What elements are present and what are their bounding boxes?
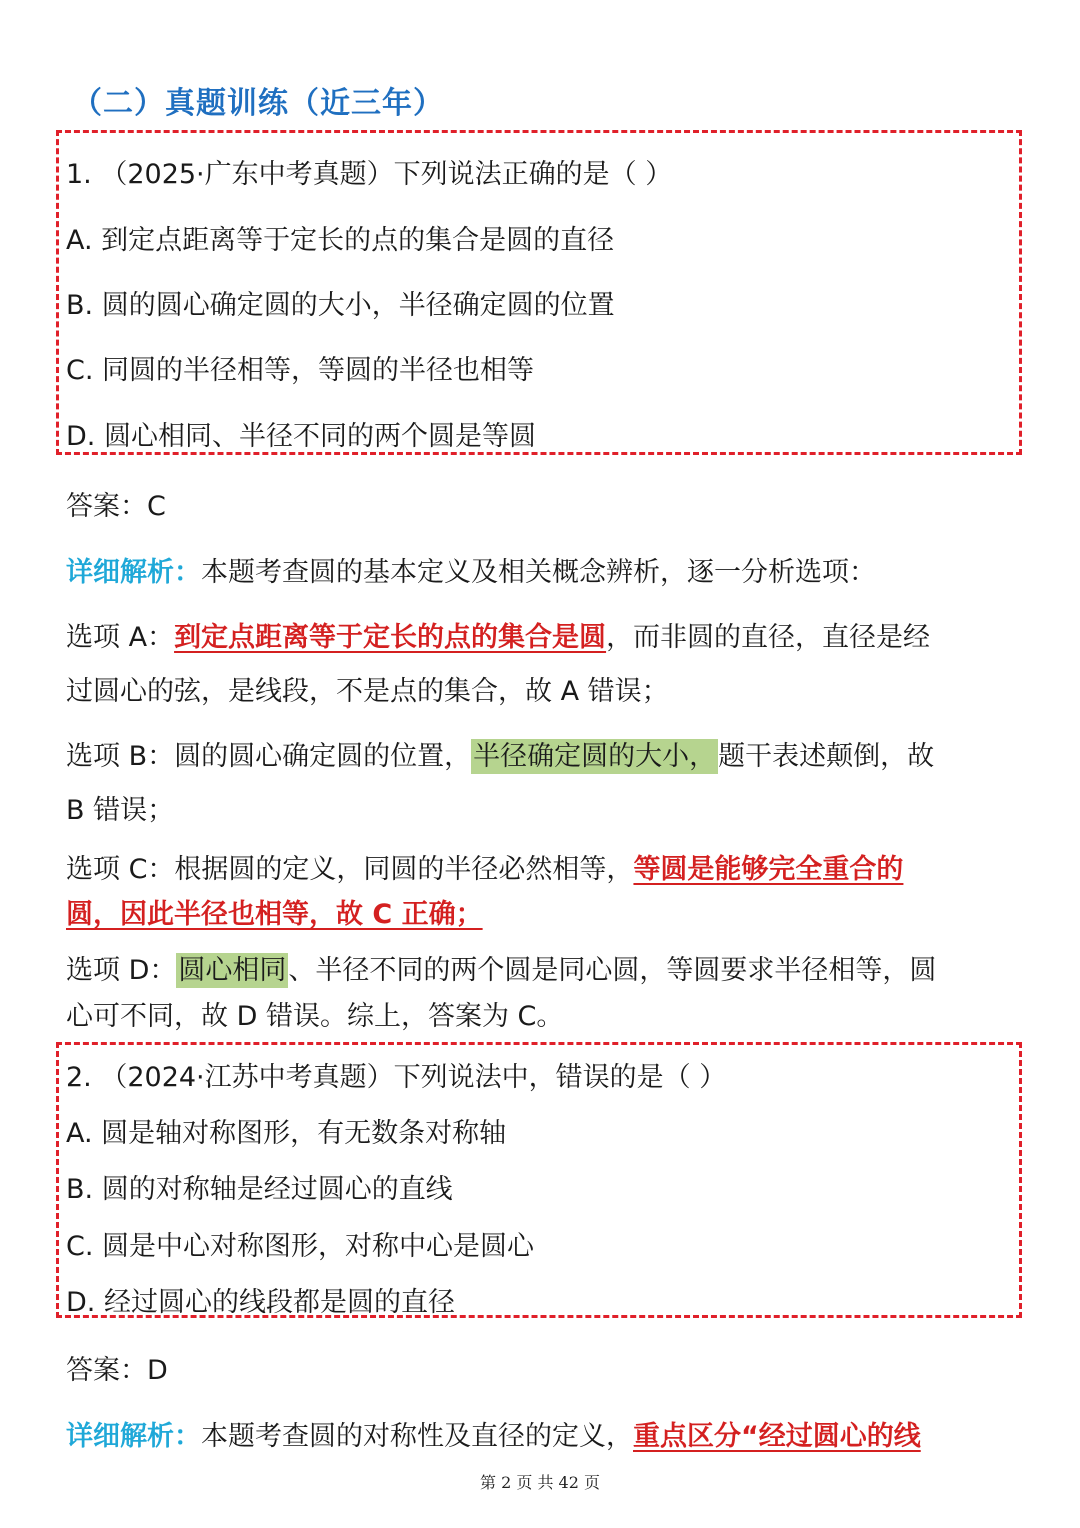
question-2-option-d: D. 经过圆心的线段都是圆的直径 <box>66 1287 455 1318</box>
option-a-analysis-line-2: 过圆心的弦，是线段，不是点的集合，故 A 错误； <box>66 676 669 707</box>
option-a-key-point: 到定点距离等于定长的点的集合是圆 <box>174 622 607 653</box>
section-title: （二）真题训练（近三年） <box>72 86 444 121</box>
option-d-rest: 、半径不同的两个圆是同心圆，等圆要求半径相等，圆 <box>288 955 937 986</box>
option-b-prefix: 选项 B：圆的圆心确定圆的位置， <box>66 741 472 772</box>
option-b-analysis-line-1 <box>66 734 934 773</box>
question-1-analysis <box>66 550 876 589</box>
question-1-stem: 1. （2025·广东中考真题）下列说法正确的是（ ） <box>66 159 673 190</box>
option-c-analysis-line-2 <box>66 892 483 931</box>
option-d-highlight: 圆心相同 <box>178 955 287 986</box>
option-d-analysis-line-1 <box>66 948 936 987</box>
option-a-rest: ，而非圆的直径，直径是经 <box>606 622 931 653</box>
option-c-key-point-cont: 圆，因此半径也相等，故 C 正确； <box>66 899 483 930</box>
question-1-option-a: A. 到定点距离等于定长的点的集合是圆的直径 <box>66 225 615 256</box>
page-footer: 第 2 页 共 42 页 <box>480 1473 600 1492</box>
question-1-option-d: D. 圆心相同、半径不同的两个圆是等圆 <box>66 421 536 452</box>
analysis-intro: 本题考查圆的基本定义及相关概念辨析，逐一分析选项： <box>201 557 876 588</box>
question-2-answer: 答案：D <box>66 1355 168 1386</box>
option-c-key-point: 等圆是能够完全重合的 <box>633 854 904 885</box>
question-1-option-c: C. 同圆的半径相等，等圆的半径也相等 <box>66 355 535 386</box>
option-a-prefix: 选项 A： <box>66 622 175 653</box>
analysis-label: 详细解析： <box>66 557 201 588</box>
option-c-analysis-line-1 <box>66 847 903 886</box>
question-2-option-b: B. 圆的对称轴是经过圆心的直线 <box>66 1174 453 1205</box>
question-2-analysis <box>66 1414 921 1453</box>
question-2-stem: 2. （2024·江苏中考真题）下列说法中，错误的是（ ） <box>66 1062 727 1093</box>
question-1-option-b: B. 圆的圆心确定圆的大小，半径确定圆的位置 <box>66 290 615 321</box>
question-2-option-c: C. 圆是中心对称图形，对称中心是圆心 <box>66 1231 535 1262</box>
analysis-key-point: 重点区分“经过圆心的线 <box>633 1421 921 1452</box>
option-b-analysis-line-2: B 错误； <box>66 795 175 826</box>
option-c-prefix: 选项 C：根据圆的定义，同圆的半径必然相等， <box>66 854 634 885</box>
option-d-prefix: 选项 D： <box>66 955 177 986</box>
question-1-answer: 答案：C <box>66 491 166 522</box>
analysis-label: 详细解析： <box>66 1421 201 1452</box>
option-b-rest: 题干表述颠倒，故 <box>718 741 935 772</box>
question-2-option-a: A. 圆是轴对称图形，有无数条对称轴 <box>66 1118 507 1149</box>
option-b-highlight: 半径确定圆的大小， <box>473 741 717 772</box>
option-a-analysis-line-1 <box>66 615 930 654</box>
analysis-intro: 本题考查圆的对称性及直径的定义， <box>201 1421 633 1452</box>
option-d-analysis-line-2: 心可不同，故 D 错误。综上，答案为 C。 <box>66 1001 564 1032</box>
